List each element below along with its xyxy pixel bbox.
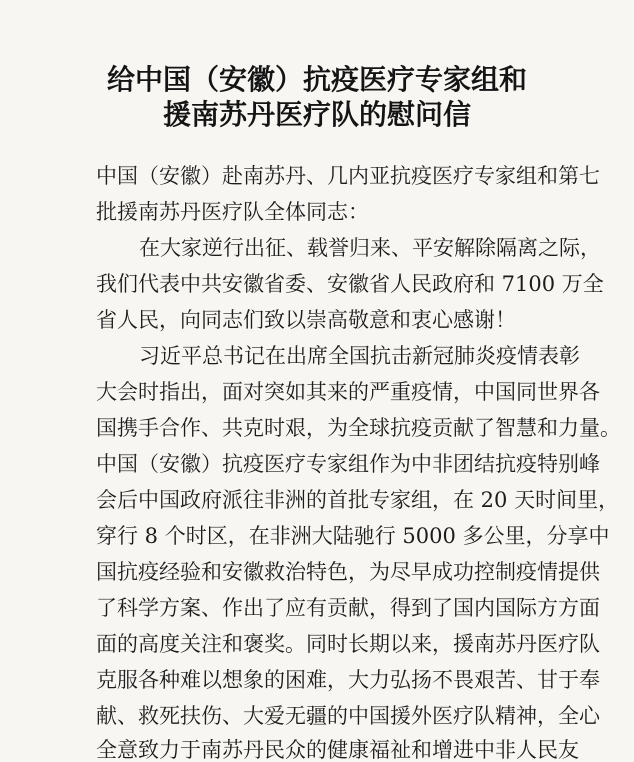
paragraph-2-line-1: 习近平总书记在出席全国抗击新冠肺炎疫情表彰 bbox=[139, 344, 580, 368]
paragraph-1-line-1: 在大家逆行出征、载誉归来、平安解除隔离之际， bbox=[139, 236, 601, 260]
salutation-line-2: 批援南苏丹医疗队全体同志： bbox=[96, 200, 369, 224]
letter-title-line-2: 援南苏丹医疗队的慰问信 bbox=[162, 98, 471, 131]
paragraph-2-line-2: 大会时指出，面对突如其来的严重疫情，中国同世界各 bbox=[96, 380, 600, 404]
paragraph-2-line-3: 国携手合作、共克时艰，为全球抗疫贡献了智慧和力量。 bbox=[96, 416, 621, 440]
paragraph-2-line-10: 克服各种难以想象的困难，大力弘扬不畏艰苦、甘于奉 bbox=[96, 668, 600, 692]
paragraph-2-line-12: 全意致力于南苏丹民众的健康福祉和增进中非人民友 bbox=[96, 738, 579, 762]
paragraph-2-line-11: 献、救死扶伤、大爱无疆的中国援外医疗队精神，全心 bbox=[96, 704, 600, 728]
paragraph-1-line-3: 省人民，向同志们致以崇高敬意和衷心感谢！ bbox=[96, 308, 516, 332]
salutation-line-1: 中国（安徽）赴南苏丹、几内亚抗疫医疗专家组和第七 bbox=[96, 164, 600, 188]
paragraph-2-line-6: 穿行 8 个时区，在非洲大陆驰行 5000 多公里，分享中 bbox=[96, 524, 610, 548]
paragraph-2-line-4: 中国（安徽）抗疫医疗专家组作为中非团结抗疫特别峰 bbox=[96, 452, 600, 476]
paragraph-2-line-7: 国抗疫经验和安徽救治特色，为尽早成功控制疫情提供 bbox=[96, 560, 600, 584]
letter-title-line-1: 给中国（安徽）抗疫医疗专家组和 bbox=[106, 63, 527, 96]
paragraph-2-line-5: 会后中国政府派往非洲的首批专家组，在 20 天时间里， bbox=[96, 488, 620, 512]
paragraph-2-line-8: 了科学方案、作出了应有贡献，得到了国内国际方方面 bbox=[96, 596, 600, 620]
paragraph-2-line-9: 面的高度关注和褒奖。同时长期以来，援南苏丹医疗队 bbox=[96, 632, 600, 656]
paragraph-1-line-2: 我们代表中共安徽省委、安徽省人民政府和 7100 万全 bbox=[96, 272, 604, 296]
